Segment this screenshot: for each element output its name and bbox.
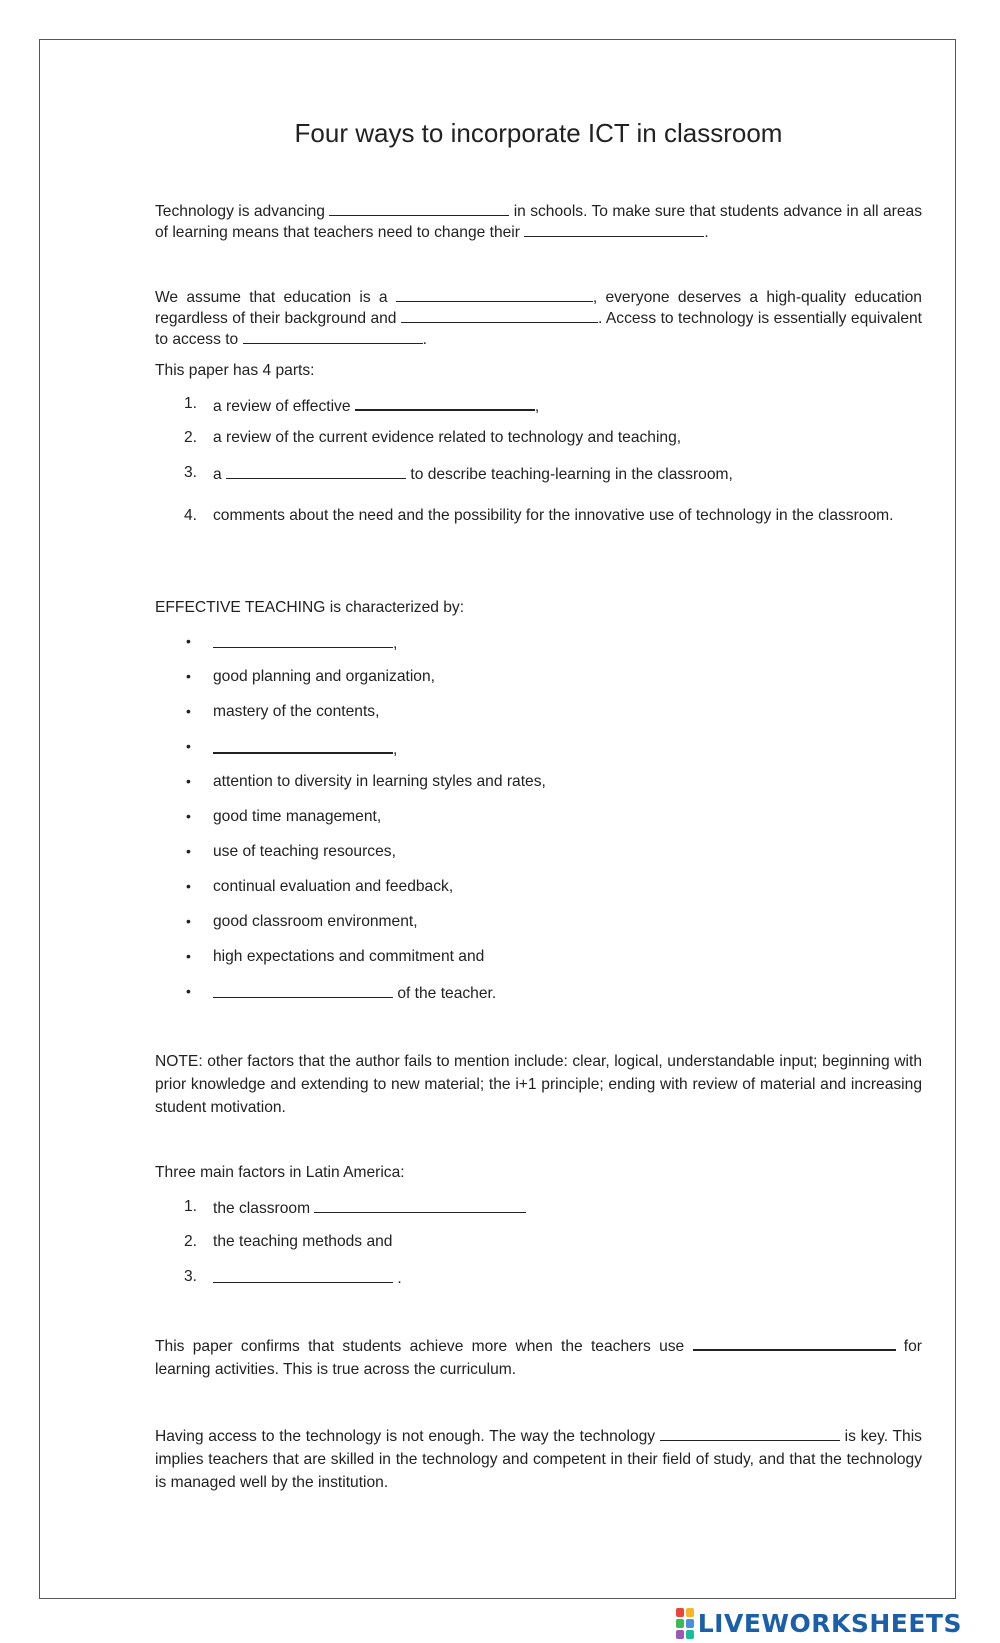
list-item: • use of teaching resources, [186,843,396,860]
effective-list [155,633,922,1018]
blank-input[interactable] [226,464,406,479]
bullet-icon: • [186,913,191,929]
list-item: 2. the teaching methods and [184,1233,393,1250]
blank-input[interactable] [355,395,535,411]
blank-input[interactable] [396,287,593,302]
latin-heading: Three main factors in Latin America: [155,1164,405,1181]
bullet-icon: • [186,773,191,789]
blank-input[interactable] [213,983,393,998]
bullet-icon: • [186,808,191,824]
list-item: 2. a review of the current evidence related to technology and teaching, [184,429,682,446]
confirms-paragraph: This paper confirms that students achieve more when the teachers use for learning activities. This is true across the curriculum. [155,1335,922,1381]
worksheet-page [39,39,956,1599]
bullet-icon: • [186,878,191,894]
blank-input[interactable] [243,329,423,344]
bullet-icon: • [186,843,191,859]
blank-input[interactable] [213,738,393,754]
list-item: • mastery of the contents, [186,703,380,720]
bullet-icon: • [186,703,191,719]
list-item: • continual evaluation and feedback, [186,878,454,895]
bullet-icon: • [186,983,191,999]
brand-name: LIVEWORKSHEETS [697,1609,962,1638]
bullet-icon: • [186,738,191,754]
brand-footer [676,1608,962,1639]
list-item: • attention to diversity in learning styles and rates, [186,773,546,790]
blank-input[interactable] [213,1268,393,1283]
list-item: 3. a to describe teaching-learning in the classroom, [184,464,733,483]
effective-heading: EFFECTIVE TEACHING is characterized by: [155,599,465,616]
blank-input[interactable] [329,201,509,216]
access-paragraph: Having access to the technology is not enough. The way the technology is key. This implies teachers that are skilled in the technology and competent in their field of study, and that the technology is managed well by the institution. [155,1428,922,1491]
blank-input[interactable] [660,1426,840,1441]
list-item: • , [186,738,398,758]
parts-list [155,395,922,533]
list-item: • good time management, [186,808,382,825]
list-item: • good planning and organization, [186,668,435,685]
blank-input[interactable] [213,633,393,648]
blank-input[interactable] [693,1335,896,1351]
intro-paragraph: Technology is advancing in schools. To make sure that students advance in all areas of learning means that teachers need to change their . [155,203,922,241]
list-item: • , [186,633,398,652]
list-item: • of the teacher. [186,983,497,1002]
list-item: • high expectations and commitment and [186,948,485,965]
note-paragraph: NOTE: other factors that the author fails to mention include: clear, logical, understandable input; beginning with prior knowledge and extending to new material; the i+1 principle; ending with review of material and increasing student motivation. [155,1053,922,1116]
list-item: 3. . [184,1268,402,1287]
bullet-icon: • [186,668,191,684]
list-item: 1. the classroom [155,1198,922,1233]
page-title: Four ways to incorporate ICT in classroom [294,118,783,148]
blank-input[interactable] [314,1198,526,1213]
parts-heading: This paper has 4 parts: [155,362,315,379]
assume-paragraph: We assume that education is a , everyone deserves a high-quality education regardless of their background and . Access to technology is essentially equivalent to access to . [155,289,922,348]
list-item: • good classroom environment, [186,913,418,930]
blank-input[interactable] [401,308,598,323]
bullet-icon: • [186,633,191,649]
bullet-icon: • [186,948,191,964]
liveworksheets-logo-icon [676,1608,694,1639]
list-item: 1. a review of effective , [184,395,540,415]
latin-list [155,1198,922,1303]
blank-input[interactable] [524,222,704,237]
list-item: 4. comments about the need and the possibility for the innovative use of technology in the classroom. [184,507,894,524]
